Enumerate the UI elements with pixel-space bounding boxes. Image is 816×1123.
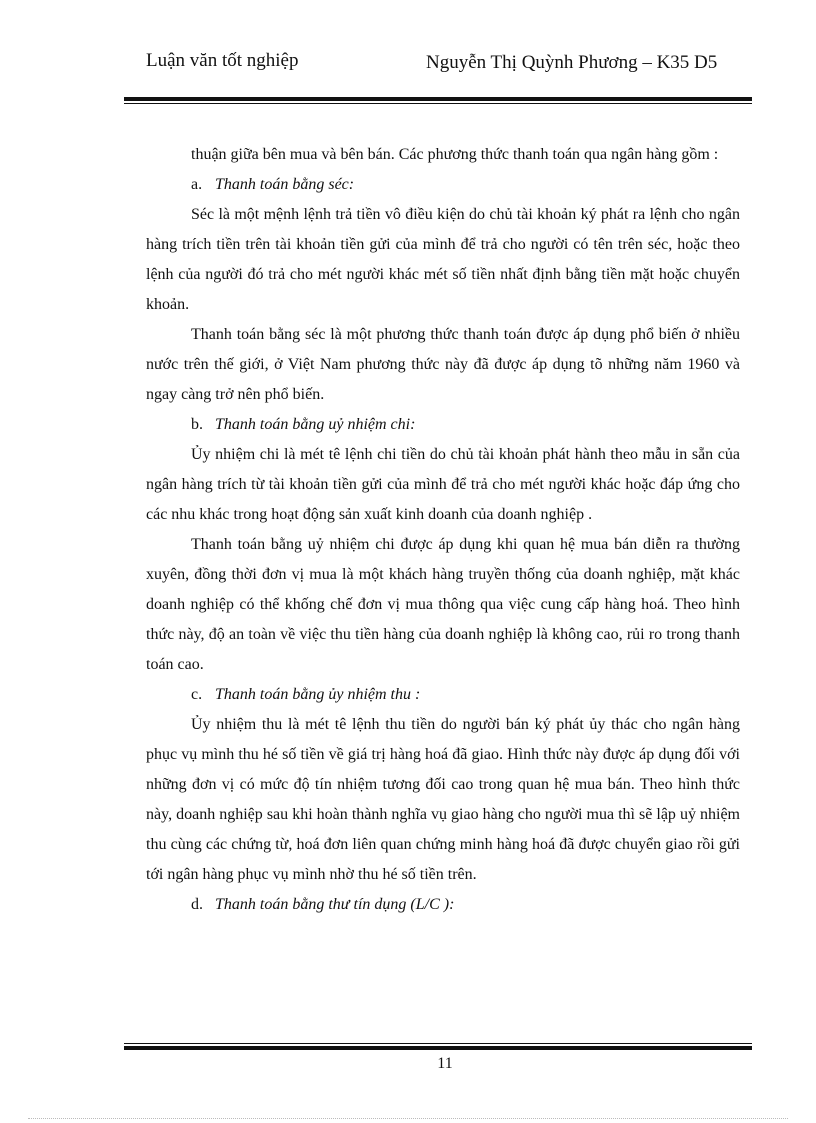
paragraph-payment-order-usage: Thanh toán bằng uỷ nhiệm chi được áp dụng khi quan hệ mua bán diễn ra thường xuyên, đồng thời đơn vị mua là một khách hàng truyền thống của doanh nghiệp, mặt khác doanh nghiệp có thể khống chế đơn vị mua thông qua việc cung cấp hàng hoá. Theo hình thức này, độ an toàn về việc thu tiền hàng của doanh nghiệp là không cao, rủi ro trong thanh toán cao. <box>146 536 740 673</box>
section-title-c: Thanh toán bằng ủy nhiệm thu : <box>215 686 421 703</box>
section-heading-d <box>146 890 740 920</box>
paragraph-cheque-usage: Thanh toán bằng séc là một phương thức thanh toán được áp dụng phổ biến ở nhiều nước trên thế giới, ở Việt Nam phương thức này đã được áp dụng tõ những năm 1960 và ngay càng trở nên phổ biến. <box>146 326 740 403</box>
section-letter-c: c. <box>191 686 203 703</box>
paragraph-intro: thuận giữa bên mua và bên bán. Các phương thức thanh toán qua ngân hàng gồm : <box>191 146 719 163</box>
page-number: 11 <box>437 1055 453 1072</box>
page-edge-divider <box>28 1118 788 1119</box>
paragraph-collection-order: Ủy nhiệm thu là mét tê lệnh thu tiền do người bán ký phát ủy thác cho ngân hàng phục vụ mình thu hé số tiền về giá trị hàng hoá đã giao. Hình thức này được áp dụng đối với những đơn vị có mức độ tín nhiệm tương đối cao trong quan hệ mua bán. Theo hình thức này, doanh nghiệp sau khi hoàn thành nghĩa vụ giao hàng cho người mua thì sẽ lập uỷ nhiệm thu cùng các chứng từ, hoá đơn liên quan chứng minh hàng hoá đã được chuyển giao rồi gửi tới ngân hàng phục vụ mình nhờ thu hé số tiền trên. <box>146 716 740 883</box>
section-letter-d: d. <box>191 896 203 913</box>
page-body <box>146 140 740 920</box>
section-title-a: Thanh toán bằng séc: <box>215 176 355 193</box>
section-heading-b <box>146 410 740 440</box>
section-heading-c <box>146 680 740 710</box>
paragraph-cheque-definition: Séc là một mệnh lệnh trả tiền vô điều kiện do chủ tài khoản ký phát ra lệnh cho ngân hàng trích tiền trên tài khoản tiền gửi của mình để trả cho người có tên trên séc, hoặc theo lệnh của người đó trả cho mét người khác mét số tiền nhất định bằng tiền mặt hoặc chuyển khoản. <box>146 206 740 313</box>
header-author: Nguyễn Thị Quỳnh Phương – K35 D5 <box>426 52 718 73</box>
header-divider <box>124 97 752 104</box>
section-title-d: Thanh toán bằng thư tín dụng (L/C ): <box>215 896 455 913</box>
footer-divider <box>124 1043 752 1050</box>
section-letter-b: b. <box>191 416 203 433</box>
section-letter-a: a. <box>191 176 203 193</box>
section-title-b: Thanh toán bằng uỷ nhiệm chi: <box>215 416 416 433</box>
section-heading-a <box>146 170 740 200</box>
header-document-type: Luận văn tốt nghiệp <box>146 50 299 71</box>
paragraph-payment-order-definition: Ủy nhiệm chi là mét tê lệnh chi tiền do chủ tài khoản phát hành theo mẫu in sẵn của ngân hàng trích từ tài khoản tiền gửi của mình để trả cho mét người khác hoặc đáp ứng cho các nhu khác trong hoạt động sản xuất kinh doanh của doanh nghiệp . <box>146 446 740 523</box>
